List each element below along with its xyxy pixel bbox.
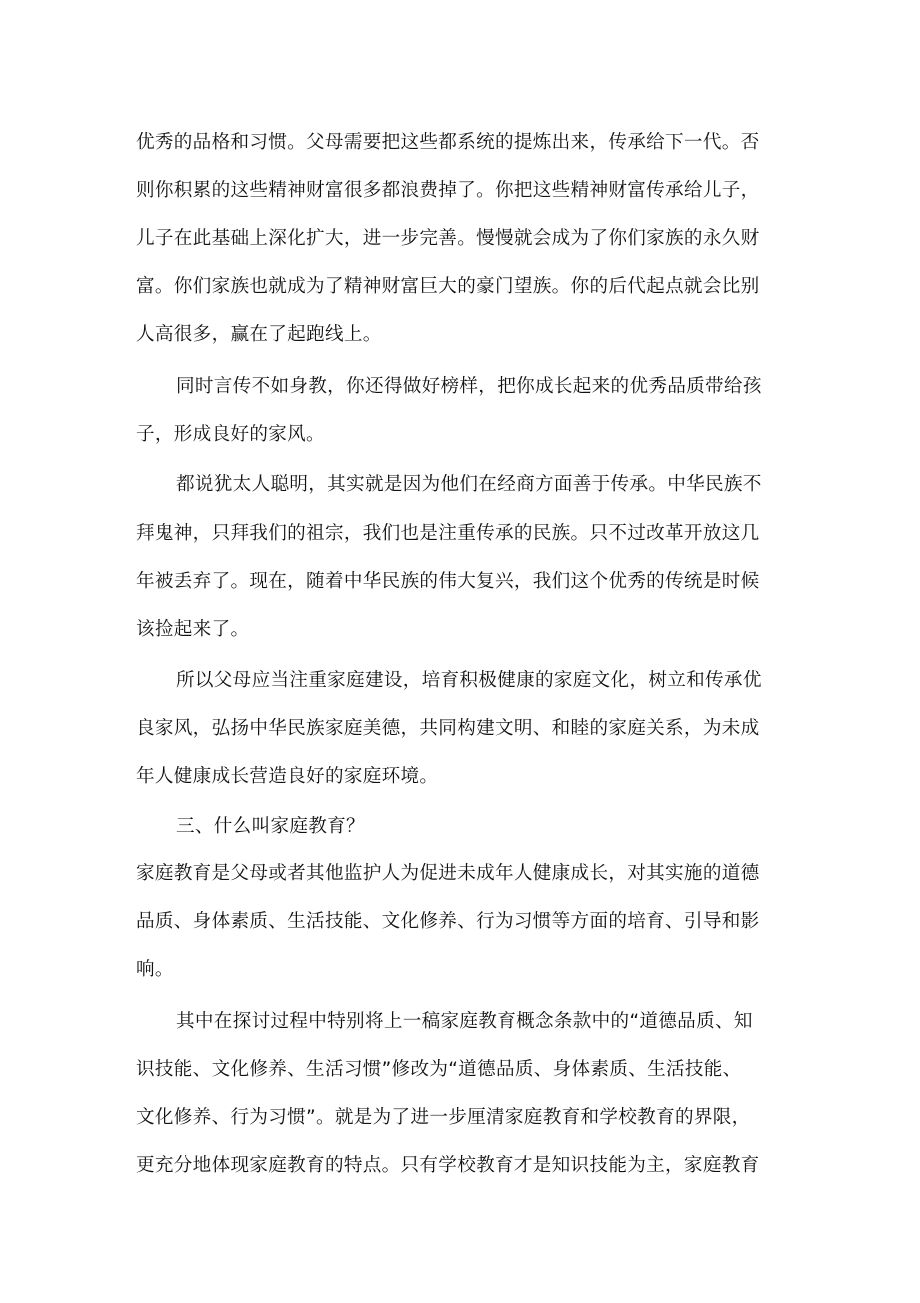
text-line: 文化修养、行为习惯”。就是为了进一步厘清家庭教育和学校教育的界限， <box>136 1107 751 1128</box>
text-line: 家庭教育是父母或者其他监护人为促进未成年人健康成长，对其实施的道德 <box>136 863 760 884</box>
text-line: 更充分地体现家庭教育的特点。只有学校教育才是知识技能为主，家庭教育 <box>136 1155 760 1176</box>
text-line: 其中在探讨过程中特别将上一稿家庭教育概念条款中的“道德品质、知 <box>176 1011 753 1032</box>
text-line: 识技能、文化修养、生活习惯”修改为“道德品质、身体素质、生活技能、 <box>136 1059 742 1080</box>
text-line: 子，形成良好的家风。 <box>136 424 325 445</box>
text-line: 品质、身体素质、生活技能、文化修养、行为习惯等方面的培育、引导和影 <box>136 911 760 932</box>
text-line: 所以父母应当注重家庭建设，培育积极健康的家庭文化，树立和传承优 <box>176 670 762 691</box>
text-line: 该捡起来了。 <box>136 619 250 640</box>
text-line: 拜鬼神，只拜我们的祖宗，我们也是注重传承的民族。只不过改革开放这几 <box>136 523 760 544</box>
text-line: 富。你们家族也就成为了精神财富巨大的豪门望族。你的后代起点就会比别 <box>136 276 760 297</box>
text-line: 人高很多，赢在了起跑线上。 <box>136 324 382 345</box>
text-line: 优秀的品格和习惯。父母需要把这些都系统的提炼出来，传承给下一代。否 <box>136 132 760 153</box>
text-line: 同时言传不如身教，你还得做好榜样，把你成长起来的优秀品质带给孩 <box>176 376 762 397</box>
text-line: 良家风，弘扬中华民族家庭美德，共同构建文明、和睦的家庭关系，为未成 <box>136 718 760 739</box>
text-line: 儿子在此基础上深化扩大，进一步完善。慢慢就会成为了你们家族的永久财 <box>136 228 760 249</box>
text-line: 都说犹太人聪明，其实就是因为他们在经商方面善于传承。中华民族不 <box>176 474 762 495</box>
text-line: 则你积累的这些精神财富很多都浪费掉了。你把这些精神财富传承给儿子， <box>136 180 760 201</box>
section-heading: 三、什么叫家庭教育？ <box>176 816 365 837</box>
text-line: 年被丢弃了。现在，随着中华民族的伟大复兴，我们这个优秀的传统是时候 <box>136 571 760 592</box>
text-line: 年人健康成长营造良好的家庭环境。 <box>136 766 439 787</box>
text-line: 响。 <box>136 959 174 980</box>
